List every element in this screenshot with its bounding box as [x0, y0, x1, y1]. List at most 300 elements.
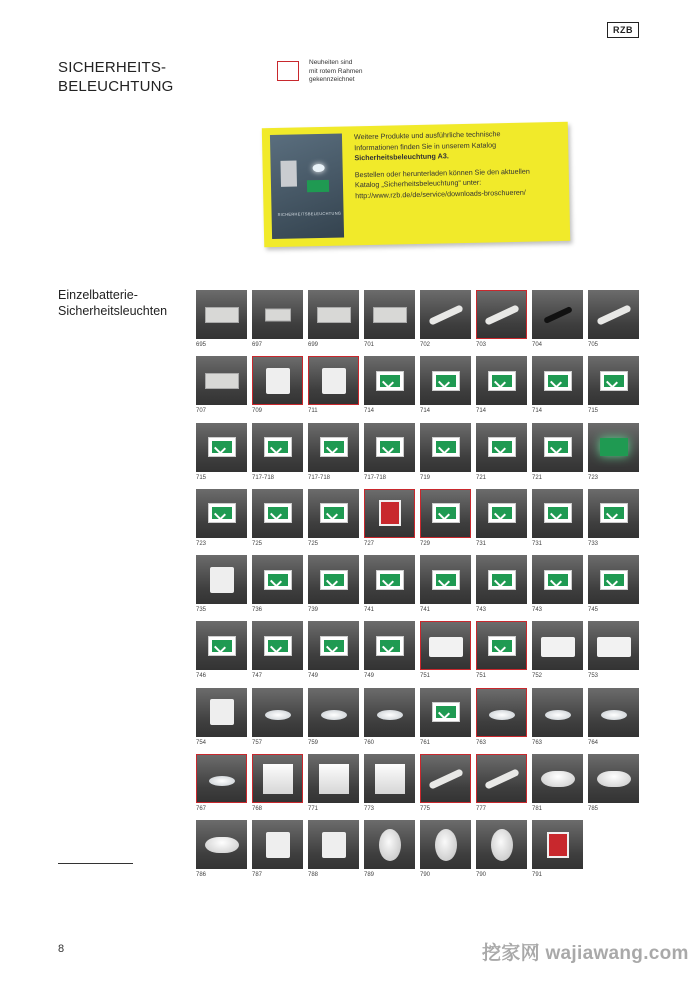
emergency-box-icon	[265, 308, 291, 321]
square-light-icon	[375, 764, 405, 794]
product-code: 729	[420, 540, 431, 547]
product-item[interactable]	[476, 290, 527, 351]
catalog-cover-image	[270, 134, 344, 239]
exit-sign-icon	[376, 371, 404, 391]
product-code: 725	[252, 540, 263, 547]
product-item[interactable]	[252, 621, 303, 682]
product-item[interactable]	[532, 754, 583, 815]
emergency-box-icon	[205, 373, 239, 389]
product-item[interactable]	[308, 290, 359, 351]
emergency-box-icon	[317, 307, 351, 323]
note-line: Katalog „Sicherheitsbeleuchtung“ unter:	[354, 178, 482, 190]
product-thumbnail	[252, 423, 303, 472]
page-title: SICHERHEITS- BELEUCHTUNG	[58, 59, 174, 95]
product-item[interactable]	[196, 555, 247, 616]
product-thumbnail	[364, 820, 415, 869]
catalog-device-icon	[280, 160, 297, 186]
exit-sign-icon	[320, 503, 348, 523]
product-thumbnail	[420, 555, 471, 604]
product-item[interactable]	[588, 290, 639, 351]
exit-sign-icon	[432, 503, 460, 523]
legend-line: Neuheiten sind	[309, 59, 353, 66]
product-item[interactable]	[252, 356, 303, 417]
exit-sign-icon	[488, 437, 516, 457]
exit-sign-icon	[432, 437, 460, 457]
product-thumbnail	[532, 688, 583, 737]
product-item[interactable]	[420, 290, 471, 351]
product-item[interactable]	[196, 754, 247, 815]
product-item[interactable]	[196, 356, 247, 417]
product-item[interactable]	[588, 555, 639, 616]
product-item[interactable]	[196, 423, 247, 484]
product-thumbnail	[476, 820, 527, 869]
exit-sign-icon	[488, 636, 516, 656]
product-thumbnail	[420, 356, 471, 405]
product-code: 714	[420, 408, 431, 415]
product-thumbnail	[364, 621, 415, 670]
product-item[interactable]	[308, 555, 359, 616]
product-thumbnail	[588, 489, 639, 538]
product-code: 715	[588, 408, 599, 415]
product-thumbnail	[588, 356, 639, 405]
disc-light-icon	[205, 837, 239, 853]
product-thumbnail	[196, 621, 247, 670]
exit-sign-icon	[432, 702, 460, 722]
product-thumbnail	[196, 555, 247, 604]
note-text	[354, 128, 566, 208]
product-item[interactable]	[364, 290, 415, 351]
exit-sign-icon	[376, 636, 404, 656]
oval-light-icon	[435, 829, 457, 861]
page-number: 8	[58, 943, 65, 955]
product-code: 719	[420, 474, 431, 481]
product-code: 709	[252, 408, 263, 415]
product-code: 764	[588, 739, 599, 746]
wall-light-icon	[266, 832, 290, 858]
product-thumbnail	[364, 754, 415, 803]
product-code: 751	[476, 673, 487, 680]
legend-line: gekennzeichnet	[309, 76, 355, 83]
product-thumbnail	[476, 754, 527, 803]
exit-sign-icon	[376, 570, 404, 590]
product-code: 714	[476, 408, 487, 415]
exit-sign-icon	[432, 570, 460, 590]
catalog-exit-sign-icon	[307, 180, 329, 192]
product-thumbnail	[532, 489, 583, 538]
product-thumbnail	[420, 754, 471, 803]
product-thumbnail	[364, 688, 415, 737]
product-code: 731	[532, 540, 543, 547]
product-item[interactable]	[252, 688, 303, 749]
product-code: 753	[588, 673, 599, 680]
product-item[interactable]	[308, 489, 359, 550]
product-item[interactable]	[364, 820, 415, 881]
exit-sign-icon	[208, 636, 236, 656]
square-light-icon	[263, 764, 293, 794]
product-code: 721	[532, 474, 543, 481]
product-code: 701	[364, 342, 375, 348]
tube-light-icon	[428, 304, 464, 326]
product-thumbnail	[588, 754, 639, 803]
exit-sign-icon	[432, 371, 460, 391]
product-thumbnail	[476, 423, 527, 472]
product-thumbnail	[364, 555, 415, 604]
product-code: 767	[196, 806, 207, 813]
exit-sign-icon	[208, 503, 236, 523]
product-thumbnail	[308, 290, 359, 339]
product-code: 697	[252, 342, 263, 348]
product-item[interactable]	[532, 423, 583, 484]
product-code: 761	[420, 739, 431, 746]
exit-sign-icon	[600, 371, 628, 391]
exit-sign-icon	[488, 503, 516, 523]
product-thumbnail	[364, 290, 415, 339]
oval-light-icon	[491, 829, 513, 861]
product-code: 771	[308, 806, 319, 813]
product-thumbnail	[532, 356, 583, 405]
product-thumbnail	[308, 621, 359, 670]
fire-sign-icon	[547, 832, 569, 858]
section-title: Einzelbatterie- Sicherheitsleuchten	[58, 288, 168, 318]
disc-light-icon	[541, 771, 575, 787]
product-thumbnail	[588, 555, 639, 604]
product-thumbnail	[588, 423, 639, 472]
product-item[interactable]	[476, 356, 527, 417]
product-item[interactable]	[364, 356, 415, 417]
product-code: 707	[196, 408, 207, 415]
product-thumbnail	[420, 820, 471, 869]
product-item[interactable]	[532, 555, 583, 616]
exit-sign-icon	[320, 570, 348, 590]
square-light-icon	[319, 764, 349, 794]
product-thumbnail	[532, 754, 583, 803]
product-item[interactable]	[364, 423, 415, 484]
product-thumbnail	[420, 423, 471, 472]
product-code: 705	[588, 342, 599, 348]
fire-sign-icon	[379, 500, 401, 526]
product-item[interactable]	[364, 754, 415, 815]
product-thumbnail	[196, 423, 247, 472]
product-code: 777	[476, 806, 487, 813]
product-item[interactable]	[196, 820, 247, 881]
product-code: 695	[196, 342, 207, 348]
product-code: 752	[532, 673, 543, 680]
product-thumbnail	[420, 688, 471, 737]
wall-light-icon	[322, 832, 346, 858]
product-item[interactable]	[420, 489, 471, 550]
product-item[interactable]	[364, 688, 415, 749]
product-item[interactable]	[196, 290, 247, 351]
watermark: 挖家网 wajiawang.com	[482, 943, 689, 964]
downlight-icon	[265, 710, 291, 720]
emergency-box-icon	[205, 307, 239, 323]
product-code: 702	[420, 342, 431, 348]
product-item[interactable]	[588, 688, 639, 749]
product-thumbnail	[476, 555, 527, 604]
product-code: 743	[532, 607, 543, 614]
oval-light-icon	[379, 829, 401, 861]
product-code: 736	[252, 607, 263, 614]
wall-light-icon	[210, 699, 234, 725]
product-thumbnail	[252, 820, 303, 869]
product-thumbnail	[252, 688, 303, 737]
product-item[interactable]	[420, 356, 471, 417]
footer-divider	[58, 863, 133, 864]
product-item[interactable]	[476, 489, 527, 550]
downlight-icon	[601, 710, 627, 720]
rzb-logo: RZB	[607, 22, 639, 38]
exit-sign-icon	[376, 437, 404, 457]
product-code: 757	[252, 739, 263, 746]
tube-light-icon	[484, 304, 520, 326]
product-item[interactable]	[308, 688, 359, 749]
product-item[interactable]	[588, 754, 639, 815]
exit-sign-icon	[264, 570, 292, 590]
product-code: 741	[420, 607, 431, 614]
product-code: 789	[364, 872, 375, 879]
product-code: 741	[364, 607, 375, 614]
product-code: 749	[364, 673, 375, 680]
product-thumbnail	[196, 489, 247, 538]
product-code: 746	[196, 673, 207, 680]
product-item[interactable]	[196, 688, 247, 749]
product-code: 723	[588, 474, 599, 481]
exit-sign-icon	[600, 570, 628, 590]
product-code: 760	[364, 739, 375, 746]
product-code: 775	[420, 806, 431, 813]
product-item[interactable]	[308, 356, 359, 417]
product-thumbnail	[532, 290, 583, 339]
catalog-name: Sicherheitsbeleuchtung A3.	[354, 151, 449, 163]
product-item[interactable]	[252, 754, 303, 815]
exit-sign-icon	[488, 371, 516, 391]
product-code: 717-718	[308, 474, 331, 481]
exit-sign-icon	[544, 437, 572, 457]
product-thumbnail	[308, 356, 359, 405]
product-thumbnail	[252, 555, 303, 604]
disc-light-icon	[597, 771, 631, 787]
exit-sign-icon	[544, 371, 572, 391]
product-item[interactable]	[420, 423, 471, 484]
ceiling-panel-icon	[541, 637, 575, 657]
product-code: 751	[420, 673, 431, 680]
product-item[interactable]	[476, 621, 527, 682]
product-item[interactable]	[476, 555, 527, 616]
emergency-box-icon	[373, 307, 407, 323]
downlight-icon	[209, 776, 235, 786]
downlight-icon	[321, 710, 347, 720]
product-item[interactable]	[196, 489, 247, 550]
product-item[interactable]	[476, 820, 527, 881]
product-item[interactable]	[364, 489, 415, 550]
tube-light-icon	[543, 305, 573, 323]
wall-light-icon	[210, 567, 234, 593]
product-thumbnail	[364, 423, 415, 472]
product-code: 704	[532, 342, 543, 348]
exit-sign-icon	[544, 503, 572, 523]
product-grid	[196, 290, 639, 881]
product-item[interactable]	[252, 489, 303, 550]
download-link[interactable]: http://www.rzb.de/de/service/downloads-broschueren/	[355, 187, 526, 201]
product-item[interactable]	[532, 290, 583, 351]
product-item[interactable]	[308, 754, 359, 815]
exit-sign-icon	[320, 437, 348, 457]
product-code: 743	[476, 607, 487, 614]
ceiling-panel-icon	[429, 637, 463, 657]
product-code: 791	[532, 872, 543, 879]
product-thumbnail	[420, 621, 471, 670]
product-item[interactable]	[588, 621, 639, 682]
product-code: 790	[476, 872, 487, 879]
product-item[interactable]	[588, 489, 639, 550]
product-code: 747	[252, 673, 263, 680]
product-thumbnail	[308, 754, 359, 803]
product-item[interactable]	[252, 290, 303, 351]
product-code: 790	[420, 872, 431, 879]
product-code: 715	[196, 474, 207, 481]
product-item[interactable]	[252, 423, 303, 484]
product-item[interactable]	[588, 423, 639, 484]
exit-sign-icon	[600, 438, 628, 456]
exit-sign-icon	[264, 503, 292, 523]
product-code: 735	[196, 607, 207, 614]
product-item[interactable]	[532, 688, 583, 749]
product-code: 727	[364, 540, 375, 547]
product-thumbnail	[364, 356, 415, 405]
product-thumbnail	[196, 820, 247, 869]
product-item[interactable]	[532, 489, 583, 550]
product-code: 723	[196, 540, 207, 547]
legend-line: mit rotem Rahmen	[309, 67, 363, 75]
wall-light-icon	[266, 368, 290, 394]
product-thumbnail	[476, 356, 527, 405]
product-thumbnail	[252, 754, 303, 803]
product-code: 781	[532, 806, 543, 813]
product-code: 787	[252, 872, 263, 879]
product-thumbnail	[196, 754, 247, 803]
product-item[interactable]	[476, 754, 527, 815]
tube-light-icon	[484, 768, 520, 790]
exit-sign-icon	[264, 437, 292, 457]
product-item[interactable]	[476, 688, 527, 749]
exit-sign-icon	[320, 636, 348, 656]
tube-light-icon	[596, 304, 632, 326]
product-thumbnail	[588, 621, 639, 670]
product-thumbnail	[588, 688, 639, 737]
product-thumbnail	[476, 621, 527, 670]
product-code: 739	[308, 607, 319, 614]
exit-sign-icon	[264, 636, 292, 656]
product-item[interactable]	[252, 820, 303, 881]
product-thumbnail	[308, 489, 359, 538]
product-item[interactable]	[364, 621, 415, 682]
exit-sign-icon	[544, 570, 572, 590]
product-code: 749	[308, 673, 319, 680]
product-item[interactable]	[532, 356, 583, 417]
product-item[interactable]	[308, 423, 359, 484]
product-thumbnail	[420, 290, 471, 339]
note-line: Bestellen oder herunterladen können Sie den aktuellen	[354, 166, 530, 180]
product-thumbnail	[308, 820, 359, 869]
product-item[interactable]	[532, 621, 583, 682]
product-thumbnail	[196, 356, 247, 405]
product-thumbnail	[252, 290, 303, 339]
product-thumbnail	[532, 621, 583, 670]
legend-red-frame-icon	[277, 61, 299, 81]
product-thumbnail	[364, 489, 415, 538]
product-code: 773	[364, 806, 375, 813]
product-item[interactable]	[588, 356, 639, 417]
wall-light-icon	[322, 368, 346, 394]
product-code: 721	[476, 474, 487, 481]
catalog-light-icon	[313, 164, 325, 172]
note-line: Informationen finden Sie in unserem Katalog	[354, 139, 497, 152]
product-code: 733	[588, 540, 599, 547]
product-item[interactable]	[308, 621, 359, 682]
product-thumbnail	[588, 290, 639, 339]
downlight-icon	[489, 710, 515, 720]
product-thumbnail	[252, 356, 303, 405]
exit-sign-icon	[488, 570, 516, 590]
product-code: 731	[476, 540, 487, 547]
product-code: 745	[588, 607, 599, 614]
product-item[interactable]	[420, 555, 471, 616]
product-code: 763	[532, 739, 543, 746]
product-thumbnail	[532, 423, 583, 472]
product-item[interactable]	[196, 621, 247, 682]
product-item[interactable]	[420, 621, 471, 682]
product-thumbnail	[252, 489, 303, 538]
product-thumbnail	[308, 423, 359, 472]
legend-text	[309, 59, 362, 85]
product-code: 725	[308, 540, 319, 547]
catalog-cover-title: SICHERHEITSBELEUCHTUNG	[277, 210, 342, 217]
product-code: 714	[532, 408, 543, 415]
product-code: 785	[588, 806, 599, 813]
product-code: 754	[196, 739, 207, 746]
product-thumbnail	[532, 820, 583, 869]
product-item[interactable]	[420, 688, 471, 749]
tube-light-icon	[428, 768, 464, 790]
catalog-note	[262, 122, 570, 247]
exit-sign-icon	[600, 503, 628, 523]
product-code: 717-718	[252, 474, 275, 481]
product-thumbnail	[252, 621, 303, 670]
product-item[interactable]	[420, 820, 471, 881]
product-code: 717-718	[364, 474, 387, 481]
product-code: 711	[308, 408, 318, 415]
product-code: 714	[364, 408, 375, 415]
product-code: 788	[308, 872, 319, 879]
product-item[interactable]	[476, 423, 527, 484]
product-code: 699	[308, 342, 319, 348]
product-code: 759	[308, 739, 319, 746]
product-thumbnail	[532, 555, 583, 604]
product-item[interactable]	[420, 754, 471, 815]
product-item[interactable]	[532, 820, 583, 881]
product-thumbnail	[420, 489, 471, 538]
product-item[interactable]	[364, 555, 415, 616]
exit-sign-icon	[208, 437, 236, 457]
product-code: 768	[252, 806, 263, 813]
product-thumbnail	[476, 688, 527, 737]
product-code: 763	[476, 739, 487, 746]
product-thumbnail	[196, 688, 247, 737]
product-item[interactable]	[308, 820, 359, 881]
product-item[interactable]	[252, 555, 303, 616]
product-code: 786	[196, 872, 207, 879]
product-thumbnail	[308, 555, 359, 604]
